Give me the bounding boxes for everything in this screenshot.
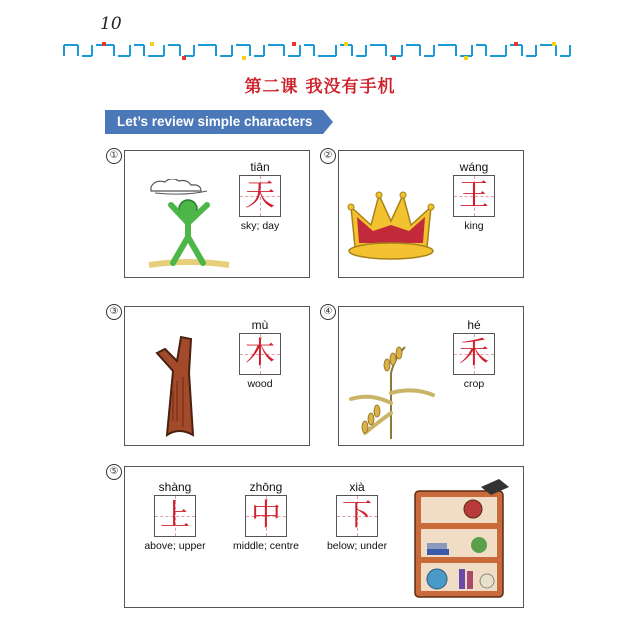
card-tian: [124, 150, 310, 278]
char-box-xia: [336, 495, 378, 537]
card-he: [338, 306, 524, 446]
hanzi-shang: 上: [160, 498, 190, 533]
char-block-he: [439, 317, 509, 390]
stick-figure-icon: [143, 179, 233, 271]
meaning-zhong: middle; centre: [233, 540, 299, 552]
meaning-xia: below; under: [326, 540, 388, 552]
char-block-zhong: [223, 479, 309, 552]
char-box-mu: [239, 333, 281, 375]
review-banner: [105, 110, 333, 134]
review-banner-text: Let’s review simple characters: [117, 114, 313, 129]
card-mu: [124, 306, 310, 446]
char-block-shang: [133, 479, 217, 552]
section-number-2: ②: [320, 148, 336, 164]
meaning-shang: above; upper: [144, 540, 206, 552]
card-wang: [338, 150, 524, 278]
hanzi-he: 禾: [459, 336, 489, 371]
pinyin-xia: xià: [349, 480, 365, 494]
hanzi-tian: 天: [245, 178, 275, 213]
decorative-border: [62, 40, 572, 62]
char-box-he: [453, 333, 495, 375]
pinyin-wang: wáng: [459, 160, 489, 174]
section-number-5: ⑤: [106, 464, 122, 480]
pinyin-mu: mù: [251, 318, 269, 332]
lesson-title: 第二课 我没有手机: [244, 77, 396, 97]
meaning-he: crop: [463, 378, 485, 390]
hanzi-zhong: 中: [251, 498, 281, 533]
tree-trunk-icon: [143, 331, 215, 439]
section-number-4: ④: [320, 304, 336, 320]
char-block-wang: [439, 159, 509, 232]
pinyin-he: hé: [467, 318, 481, 332]
card-positions: [124, 466, 524, 608]
char-box-wang: [453, 175, 495, 217]
bookshelf-icon: [411, 473, 511, 601]
crown-icon: [345, 185, 437, 265]
hanzi-xia: 下: [342, 498, 372, 533]
hanzi-mu: 木: [245, 336, 275, 371]
section-number-1: ①: [106, 148, 122, 164]
char-block-xia: [315, 479, 399, 552]
page-number: 10: [100, 14, 122, 34]
char-block-mu: [225, 317, 295, 390]
pinyin-tian: tiān: [250, 160, 270, 174]
char-box-tian: [239, 175, 281, 217]
grain-stalk-icon: [347, 343, 439, 441]
section-number-3: ③: [106, 304, 122, 320]
hanzi-wang: 王: [459, 178, 489, 213]
pinyin-shang: shàng: [158, 480, 192, 494]
char-box-shang: [154, 495, 196, 537]
pinyin-zhong: zhōng: [249, 480, 283, 494]
meaning-tian: sky; day: [240, 220, 280, 232]
meaning-wang: king: [464, 220, 484, 232]
char-box-zhong: [245, 495, 287, 537]
meaning-mu: wood: [247, 378, 273, 390]
char-block-tian: [225, 159, 295, 232]
